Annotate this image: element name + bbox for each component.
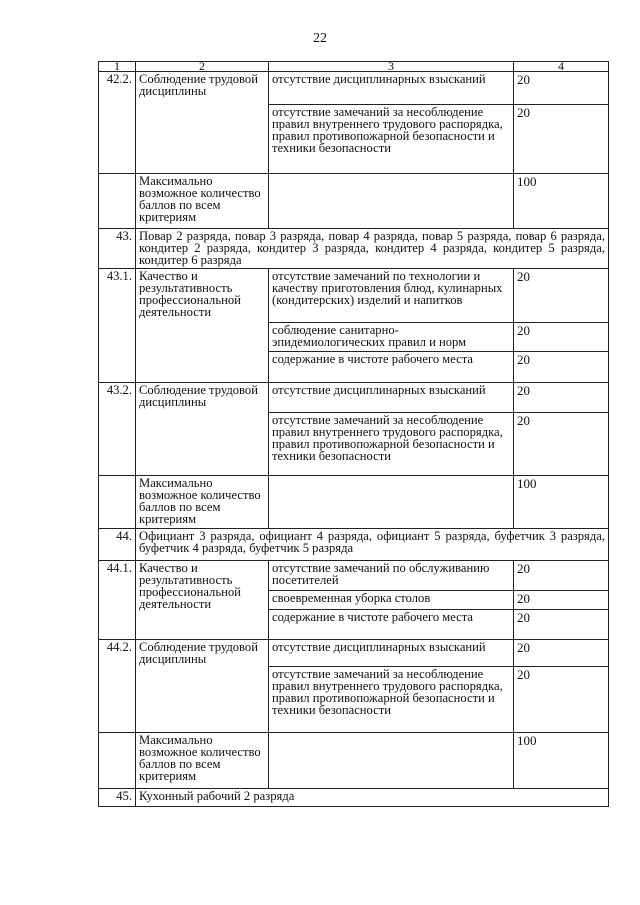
- table-row: [99, 561, 609, 591]
- category-cell: Соблюдение трудовой дисциплины: [136, 383, 269, 476]
- page-number: 22: [313, 31, 327, 46]
- header-cell: 4: [514, 62, 609, 72]
- row-number: 44.1.: [99, 561, 136, 640]
- points-cell: 20: [514, 323, 609, 352]
- position-list: Повар 2 разряда, повар 3 разряда, повар 4 разряда, повар 5 разряда, повар 6 разряда, кондитер 2 разряда, кондитер 3 разряда, кондитер 4 разряда, кондитер 5 разряда, кондитер 6 разряда: [136, 229, 609, 269]
- category-cell: Соблюдение трудовой дисциплины: [136, 72, 269, 174]
- criteria-table: [98, 61, 609, 807]
- header-row: [99, 62, 609, 72]
- row-number: 43.: [99, 229, 136, 269]
- points-cell: 20: [514, 561, 609, 591]
- max-score-value: 100: [514, 733, 609, 789]
- table-row: [99, 174, 609, 229]
- row-number: 43.1.: [99, 269, 136, 383]
- header-cell: 3: [269, 62, 514, 72]
- max-score-value: 100: [514, 174, 609, 229]
- position-list: Кухонный рабочий 2 разряда: [136, 789, 609, 807]
- max-score-label: Максимально возможное количество баллов по всем критериям: [136, 174, 269, 229]
- empty-cell: [99, 476, 136, 529]
- criterion-cell: отсутствие замечаний по обслуживанию посетителей: [269, 561, 514, 591]
- row-number: 42.2.: [99, 72, 136, 174]
- header-cell: 1: [99, 62, 136, 72]
- criterion-cell: содержание в чистоте рабочего места: [269, 610, 514, 640]
- criterion-cell: отсутствие дисциплинарных взысканий: [269, 640, 514, 667]
- points-cell: 20: [514, 667, 609, 733]
- criterion-cell: содержание в чистоте рабочего места: [269, 352, 514, 383]
- table-row: [99, 733, 609, 789]
- row-number: 44.: [99, 529, 136, 561]
- table-row: [99, 269, 609, 323]
- criterion-cell: отсутствие замечаний за несоблюдение правил внутреннего трудового распорядка, правил противопожарной безопасности и техники безопасности: [269, 105, 514, 174]
- category-cell: Качество и результативность профессиональной деятельности: [136, 269, 269, 383]
- max-score-label: Максимально возможное количество баллов по всем критериям: [136, 733, 269, 789]
- row-number: 45.: [99, 789, 136, 807]
- criterion-cell: отсутствие замечаний по технологии и качеству приготовления блюд, кулинарных (кондитерских) изделий и напитков: [269, 269, 514, 323]
- table-row: [99, 789, 609, 807]
- row-number: 44.2.: [99, 640, 136, 733]
- criterion-cell: отсутствие замечаний за несоблюдение правил внутреннего трудового распорядка, правил противопожарной безопасности и техники безопасности: [269, 667, 514, 733]
- points-cell: 20: [514, 640, 609, 667]
- points-cell: 20: [514, 72, 609, 105]
- row-number: 43.2.: [99, 383, 136, 476]
- criterion-cell: отсутствие замечаний за несоблюдение правил внутреннего трудового распорядка, правил противопожарной безопасности и техники безопасности: [269, 413, 514, 476]
- empty-cell: [99, 174, 136, 229]
- header-cell: 2: [136, 62, 269, 72]
- position-list: Официант 3 разряда, официант 4 разряда, официант 5 разряда, буфетчик 3 разряда, буфетчик 4 разряда, буфетчик 5 разряда: [136, 529, 609, 561]
- category-cell: Соблюдение трудовой дисциплины: [136, 640, 269, 733]
- points-cell: 20: [514, 105, 609, 174]
- category-cell: Качество и результативность профессиональной деятельности: [136, 561, 269, 640]
- table-row: [99, 529, 609, 561]
- points-cell: 20: [514, 591, 609, 610]
- criterion-cell: отсутствие дисциплинарных взысканий: [269, 383, 514, 413]
- max-score-label: Максимально возможное количество баллов по всем критериям: [136, 476, 269, 529]
- empty-cell: [99, 733, 136, 789]
- table-row: [99, 383, 609, 413]
- criterion-cell: отсутствие дисциплинарных взысканий: [269, 72, 514, 105]
- points-cell: 20: [514, 352, 609, 383]
- table-row: [99, 229, 609, 269]
- max-score-value: 100: [514, 476, 609, 529]
- empty-cell: [269, 476, 514, 529]
- empty-cell: [269, 174, 514, 229]
- points-cell: 20: [514, 413, 609, 476]
- criterion-cell: своевременная уборка столов: [269, 591, 514, 610]
- table-row: [99, 476, 609, 529]
- points-cell: 20: [514, 383, 609, 413]
- points-cell: 20: [514, 610, 609, 640]
- table-row: [99, 72, 609, 105]
- table-row: [99, 640, 609, 667]
- criterion-cell: соблюдение санитарно-эпидемиологических правил и норм: [269, 323, 514, 352]
- empty-cell: [269, 733, 514, 789]
- points-cell: 20: [514, 269, 609, 323]
